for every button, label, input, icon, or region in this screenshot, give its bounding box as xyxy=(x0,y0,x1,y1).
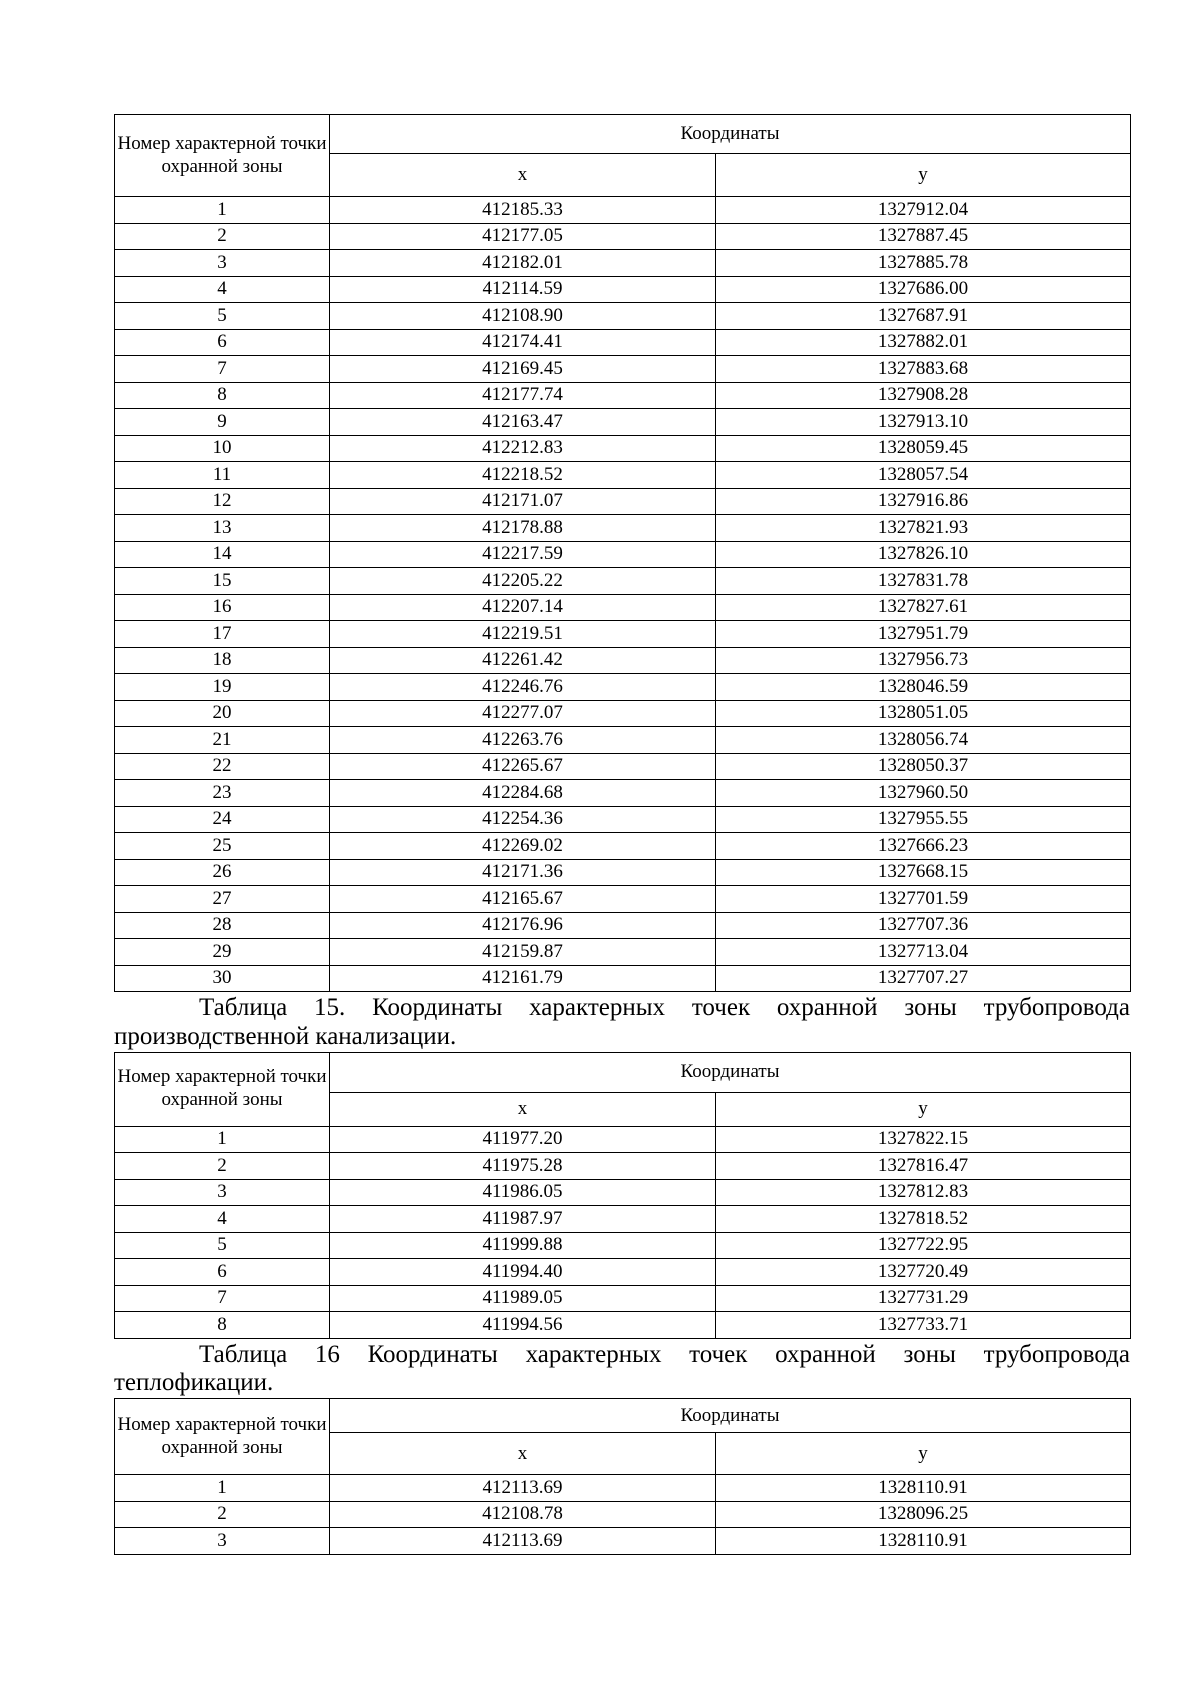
x-coordinate-cell: 412269.02 xyxy=(330,833,716,860)
y-coordinate-cell: 1328110.91 xyxy=(716,1475,1131,1502)
point-number-cell: 1 xyxy=(115,1126,330,1153)
point-number-header: Номер характерной точки охранной зоны xyxy=(115,1052,330,1126)
table-row xyxy=(115,541,1131,568)
table-row xyxy=(115,1153,1131,1180)
x-coordinate-cell: 412263.76 xyxy=(330,727,716,754)
y-coordinate-cell: 1327960.50 xyxy=(716,780,1131,807)
table-row xyxy=(115,886,1131,913)
point-number-cell: 11 xyxy=(115,462,330,489)
table-row xyxy=(115,1232,1131,1259)
coordinates-table-2 xyxy=(114,1052,1131,1339)
point-number-cell: 6 xyxy=(115,1259,330,1286)
x-coordinate-cell: 412113.69 xyxy=(330,1528,716,1555)
x-coordinate-cell: 412161.79 xyxy=(330,965,716,992)
x-coordinate-cell: 412185.33 xyxy=(330,197,716,224)
y-header: y xyxy=(716,1092,1131,1126)
y-coordinate-cell: 1327668.15 xyxy=(716,859,1131,886)
table-row xyxy=(115,806,1131,833)
table-row xyxy=(115,1179,1131,1206)
x-coordinate-cell: 411989.05 xyxy=(330,1285,716,1312)
point-number-cell: 9 xyxy=(115,409,330,436)
y-coordinate-cell: 1327707.36 xyxy=(716,912,1131,939)
point-number-cell: 10 xyxy=(115,435,330,462)
table-row xyxy=(115,1206,1131,1233)
point-number-cell: 21 xyxy=(115,727,330,754)
point-number-cell: 3 xyxy=(115,1528,330,1555)
table-row xyxy=(115,515,1131,542)
x-coordinate-cell: 412265.67 xyxy=(330,753,716,780)
point-number-cell: 26 xyxy=(115,859,330,886)
x-coordinate-cell: 412108.90 xyxy=(330,303,716,330)
point-number-cell: 29 xyxy=(115,939,330,966)
table-row xyxy=(115,594,1131,621)
table-row xyxy=(115,1259,1131,1286)
table-row xyxy=(115,1126,1131,1153)
table-15-caption: Таблица 15. Координаты характерных точек охранной зоны трубопровода производственной канализации. xyxy=(114,994,1130,1050)
x-coordinate-cell: 411975.28 xyxy=(330,1153,716,1180)
y-coordinate-cell: 1328050.37 xyxy=(716,753,1131,780)
x-coordinate-cell: 412284.68 xyxy=(330,780,716,807)
table-row xyxy=(115,700,1131,727)
point-number-cell: 8 xyxy=(115,382,330,409)
y-coordinate-cell: 1327883.68 xyxy=(716,356,1131,383)
point-number-cell: 15 xyxy=(115,568,330,595)
x-coordinate-cell: 412207.14 xyxy=(330,594,716,621)
y-coordinate-cell: 1327908.28 xyxy=(716,382,1131,409)
table-row xyxy=(115,223,1131,250)
table-row xyxy=(115,382,1131,409)
y-coordinate-cell: 1327733.71 xyxy=(716,1312,1131,1339)
table-row xyxy=(115,727,1131,754)
point-number-cell: 2 xyxy=(115,1153,330,1180)
y-coordinate-cell: 1327887.45 xyxy=(716,223,1131,250)
x-coordinate-cell: 412219.51 xyxy=(330,621,716,648)
table-row xyxy=(115,435,1131,462)
y-coordinate-cell: 1327885.78 xyxy=(716,250,1131,277)
y-coordinate-cell: 1327686.00 xyxy=(716,276,1131,303)
x-coordinate-cell: 412114.59 xyxy=(330,276,716,303)
x-coordinate-cell: 412163.47 xyxy=(330,409,716,436)
x-coordinate-cell: 411987.97 xyxy=(330,1206,716,1233)
coordinates-header: Координаты xyxy=(330,1052,1131,1092)
point-number-cell: 4 xyxy=(115,1206,330,1233)
x-coordinate-cell: 412277.07 xyxy=(330,700,716,727)
y-coordinate-cell: 1327821.93 xyxy=(716,515,1131,542)
table-row xyxy=(115,1501,1131,1528)
y-coordinate-cell: 1327827.61 xyxy=(716,594,1131,621)
point-number-cell: 2 xyxy=(115,1501,330,1528)
x-coordinate-cell: 412176.96 xyxy=(330,912,716,939)
x-coordinate-cell: 412159.87 xyxy=(330,939,716,966)
table-row xyxy=(115,356,1131,383)
point-number-cell: 4 xyxy=(115,276,330,303)
table-row xyxy=(115,753,1131,780)
table-row xyxy=(115,197,1131,224)
coordinates-table-1 xyxy=(114,114,1131,992)
y-coordinate-cell: 1328096.25 xyxy=(716,1501,1131,1528)
table-row xyxy=(115,621,1131,648)
x-coordinate-cell: 412177.05 xyxy=(330,223,716,250)
y-coordinate-cell: 1327882.01 xyxy=(716,329,1131,356)
x-coordinate-cell: 412171.07 xyxy=(330,488,716,515)
table-row xyxy=(115,568,1131,595)
point-number-cell: 17 xyxy=(115,621,330,648)
x-coordinate-cell: 411986.05 xyxy=(330,1179,716,1206)
table-row xyxy=(115,780,1131,807)
table-16-caption: Таблица 16 Координаты характерных точек охранной зоны трубопровода теплофикации. xyxy=(114,1340,1130,1397)
x-coordinate-cell: 412165.67 xyxy=(330,886,716,913)
point-number-cell: 5 xyxy=(115,303,330,330)
x-coordinate-cell: 412113.69 xyxy=(330,1475,716,1502)
table-row xyxy=(115,912,1131,939)
table-row xyxy=(115,409,1131,436)
point-number-cell: 25 xyxy=(115,833,330,860)
x-coordinate-cell: 412169.45 xyxy=(330,356,716,383)
y-coordinate-cell: 1327731.29 xyxy=(716,1285,1131,1312)
x-coordinate-cell: 412212.83 xyxy=(330,435,716,462)
x-header: x xyxy=(330,1433,716,1475)
y-coordinate-cell: 1327707.27 xyxy=(716,965,1131,992)
table-row xyxy=(115,1475,1131,1502)
table-row xyxy=(115,674,1131,701)
table-row xyxy=(115,833,1131,860)
y-coordinate-cell: 1327722.95 xyxy=(716,1232,1131,1259)
point-number-cell: 1 xyxy=(115,197,330,224)
point-number-header: Номер характерной точки охранной зоны xyxy=(115,115,330,197)
point-number-cell: 23 xyxy=(115,780,330,807)
point-number-cell: 7 xyxy=(115,356,330,383)
y-coordinate-cell: 1327831.78 xyxy=(716,568,1131,595)
x-coordinate-cell: 412217.59 xyxy=(330,541,716,568)
coordinates-header: Координаты xyxy=(330,115,1131,154)
y-coordinate-cell: 1328046.59 xyxy=(716,674,1131,701)
y-coordinate-cell: 1327720.49 xyxy=(716,1259,1131,1286)
y-coordinate-cell: 1327913.10 xyxy=(716,409,1131,436)
point-number-cell: 1 xyxy=(115,1475,330,1502)
table-row xyxy=(115,276,1131,303)
document-page xyxy=(114,114,1130,1555)
point-number-cell: 3 xyxy=(115,1179,330,1206)
y-coordinate-cell: 1327713.04 xyxy=(716,939,1131,966)
point-number-cell: 22 xyxy=(115,753,330,780)
x-coordinate-cell: 412205.22 xyxy=(330,568,716,595)
point-number-cell: 14 xyxy=(115,541,330,568)
x-coordinate-cell: 412108.78 xyxy=(330,1501,716,1528)
table-row xyxy=(115,488,1131,515)
y-coordinate-cell: 1327701.59 xyxy=(716,886,1131,913)
table-row xyxy=(115,1285,1131,1312)
table-row xyxy=(115,939,1131,966)
point-number-cell: 24 xyxy=(115,806,330,833)
table-row xyxy=(115,965,1131,992)
y-coordinate-cell: 1327912.04 xyxy=(716,197,1131,224)
x-coordinate-cell: 411994.40 xyxy=(330,1259,716,1286)
point-number-cell: 6 xyxy=(115,329,330,356)
point-number-cell: 20 xyxy=(115,700,330,727)
table-row xyxy=(115,1312,1131,1339)
y-header: y xyxy=(716,154,1131,197)
table-row xyxy=(115,303,1131,330)
point-number-cell: 16 xyxy=(115,594,330,621)
y-coordinate-cell: 1328057.54 xyxy=(716,462,1131,489)
x-coordinate-cell: 412182.01 xyxy=(330,250,716,277)
y-coordinate-cell: 1328110.91 xyxy=(716,1528,1131,1555)
point-number-cell: 28 xyxy=(115,912,330,939)
x-coordinate-cell: 411994.56 xyxy=(330,1312,716,1339)
table-row xyxy=(115,462,1131,489)
y-coordinate-cell: 1327955.55 xyxy=(716,806,1131,833)
y-coordinate-cell: 1327826.10 xyxy=(716,541,1131,568)
x-header: x xyxy=(330,154,716,197)
x-coordinate-cell: 412177.74 xyxy=(330,382,716,409)
x-coordinate-cell: 412246.76 xyxy=(330,674,716,701)
x-coordinate-cell: 412261.42 xyxy=(330,647,716,674)
point-number-cell: 2 xyxy=(115,223,330,250)
point-number-cell: 3 xyxy=(115,250,330,277)
point-number-cell: 18 xyxy=(115,647,330,674)
point-number-cell: 7 xyxy=(115,1285,330,1312)
y-coordinate-cell: 1328056.74 xyxy=(716,727,1131,754)
y-coordinate-cell: 1327956.73 xyxy=(716,647,1131,674)
y-coordinate-cell: 1327687.91 xyxy=(716,303,1131,330)
table-row xyxy=(115,329,1131,356)
y-coordinate-cell: 1327916.86 xyxy=(716,488,1131,515)
x-header: x xyxy=(330,1092,716,1126)
y-coordinate-cell: 1327822.15 xyxy=(716,1126,1131,1153)
point-number-cell: 30 xyxy=(115,965,330,992)
point-number-cell: 27 xyxy=(115,886,330,913)
point-number-cell: 5 xyxy=(115,1232,330,1259)
y-coordinate-cell: 1328051.05 xyxy=(716,700,1131,727)
x-coordinate-cell: 411977.20 xyxy=(330,1126,716,1153)
table-row xyxy=(115,250,1131,277)
x-coordinate-cell: 412171.36 xyxy=(330,859,716,886)
y-coordinate-cell: 1327816.47 xyxy=(716,1153,1131,1180)
y-coordinate-cell: 1327951.79 xyxy=(716,621,1131,648)
x-coordinate-cell: 412174.41 xyxy=(330,329,716,356)
coordinates-header: Координаты xyxy=(330,1399,1131,1433)
point-number-cell: 13 xyxy=(115,515,330,542)
y-header: y xyxy=(716,1433,1131,1475)
point-number-cell: 12 xyxy=(115,488,330,515)
coordinates-table-3 xyxy=(114,1398,1131,1555)
x-coordinate-cell: 412218.52 xyxy=(330,462,716,489)
table-row xyxy=(115,1528,1131,1555)
y-coordinate-cell: 1327812.83 xyxy=(716,1179,1131,1206)
table-row xyxy=(115,647,1131,674)
x-coordinate-cell: 412254.36 xyxy=(330,806,716,833)
point-number-cell: 19 xyxy=(115,674,330,701)
y-coordinate-cell: 1327818.52 xyxy=(716,1206,1131,1233)
x-coordinate-cell: 412178.88 xyxy=(330,515,716,542)
x-coordinate-cell: 411999.88 xyxy=(330,1232,716,1259)
point-number-cell: 8 xyxy=(115,1312,330,1339)
y-coordinate-cell: 1328059.45 xyxy=(716,435,1131,462)
point-number-header: Номер характерной точки охранной зоны xyxy=(115,1399,330,1475)
y-coordinate-cell: 1327666.23 xyxy=(716,833,1131,860)
table-row xyxy=(115,859,1131,886)
